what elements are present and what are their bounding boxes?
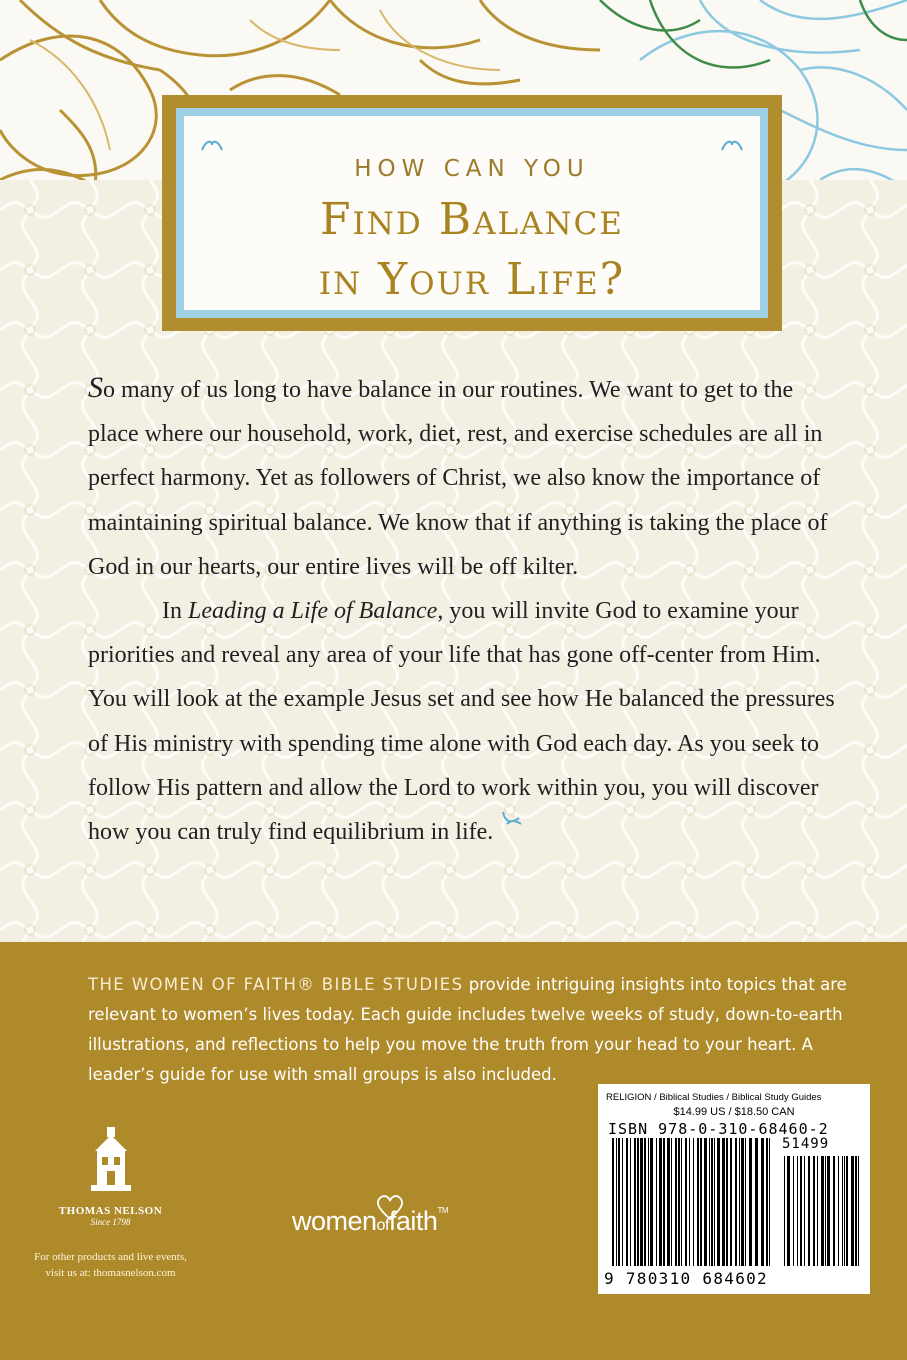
end-flourish-icon: [499, 810, 523, 828]
logo-word-faith: faith: [388, 1206, 438, 1236]
publisher-since: Since 1798: [90, 1217, 131, 1227]
paragraph-2-lead: In: [162, 598, 188, 625]
barcode-isbn: ISBN 978-0-310-68460-2: [608, 1120, 829, 1138]
barcode-supplement: 51499: [782, 1136, 830, 1152]
title-panel-inner: [184, 116, 760, 310]
series-name: THE WOMEN OF FAITH® BIBLE STUDIES: [88, 975, 464, 994]
heart-icon: [375, 1195, 405, 1221]
barcode-bars: [612, 1138, 862, 1268]
paragraph-2-text: , you will invite God to examine your priorities and reveal any area of your life that has gone off-center from Him. You will look at the example Jesus set and see how He balanced the pressures of His ministry with spending time alone with God each day. As you seek to follow His pattern and allow the Lord to work within you, you will discover how you can truly find equilibrium in life.: [88, 598, 835, 846]
paragraph-1-text: o many of us long to have balance in our routines. We want to get to the place where our household, work, diet, rest, and exercise schedules are all in perfect harmony. Yet as followers of Christ, we also know the importance of maintaining spiritual balance. We know that if anything is taking the place of God in our hearts, our entire lives will be off kilter.: [88, 377, 828, 580]
description-body: [88, 366, 838, 854]
publisher-note-line-2: visit us at: thomasnelson.com: [45, 1267, 176, 1279]
flourish-left-icon: [200, 138, 224, 152]
logo-trademark: TM: [437, 1206, 448, 1215]
publisher-name: THOMAS NELSON: [58, 1205, 163, 1217]
barcode-human-readable: 9 780310 684602: [604, 1269, 768, 1288]
series-promo: [88, 970, 848, 1090]
barcode-price: $14.99 US / $18.50 CAN: [673, 1106, 795, 1118]
paragraph-1: [88, 366, 838, 589]
book-title: Leading a Life of Balance: [188, 598, 438, 625]
barcode-label: [598, 1084, 870, 1294]
paragraph-2: [88, 589, 838, 854]
drop-cap: S: [88, 371, 103, 404]
title-kicker: HOW CAN YOU: [354, 156, 590, 182]
bottom-band: [0, 942, 907, 1360]
publisher-block: [18, 1127, 203, 1281]
title-line-2: in Your Life?: [318, 254, 626, 305]
publisher-note: [18, 1249, 203, 1281]
series-description: provide intriguing insights into topics that are relevant to women’s lives today. Each guide includes twelve weeks of study, down-to-earth illustrations, and reflections to help you move the truth from your head to your heart. A leader’s guide for use with small groups is also included.: [88, 975, 847, 1084]
title-line-1: Find Balance: [320, 194, 624, 245]
women-of-faith-logo: [292, 1206, 448, 1237]
house-logo-icon: [89, 1127, 133, 1197]
title-panel: [162, 95, 782, 331]
barcode-category: RELIGION / Biblical Studies / Biblical Study Guides: [606, 1092, 822, 1103]
logo-word-of: of: [377, 1217, 389, 1235]
flourish-right-icon: [720, 138, 744, 152]
publisher-note-line-1: For other products and live events,: [34, 1251, 187, 1263]
title-panel-border: [176, 108, 768, 318]
logo-word-women: women: [292, 1206, 377, 1236]
